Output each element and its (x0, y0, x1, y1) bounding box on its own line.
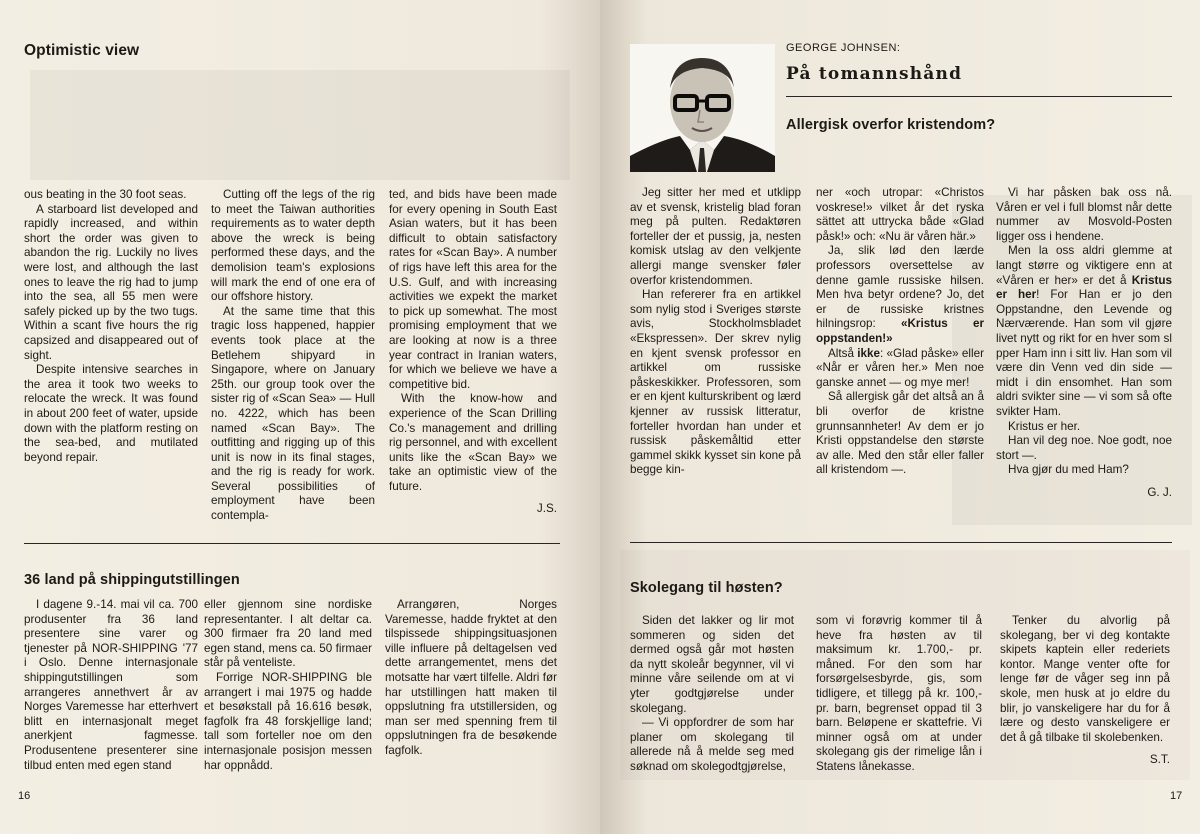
paragraph: Jeg sitter her med et utklipp av et svensk, kristelig blad foran meg på pulten. Redaktøren forteller der et pussig, ja, nesten komisk utslag av den velkjente allergi mange svensker føler overfor kristendommen. (630, 186, 801, 287)
paragraph: A starboard list developed and rapidly increased, and within short the order was given to abandon the rig. Luckily no lives were lost, and although the last ones to leave the rig had to jump into the sea, all 55 men were safely picked up by the two tugs. Within a scant five hours the rig capsized and disappeared out of sight. (24, 202, 198, 362)
bold-text: «Kristus er oppstanden!» (816, 317, 984, 345)
paragraph: Han vil deg noe. Noe godt, noe stort —. (996, 434, 1172, 462)
paragraph: Tenker du alvorlig på skolegang, ber vi deg kontakte skipets kaptein eller rederiets kontor. Mange venter ofte for lenge før de våger seg inn på skole, men husk at jo eldre du blir, jo vanskeligere har du for å lære og desto vanskeligere er det å gå tilbake til skolebenken. (1000, 614, 1170, 744)
portrait-image (630, 44, 775, 172)
right-col-2 (816, 186, 984, 478)
right-page (600, 0, 1200, 834)
article2-col-2 (816, 614, 982, 775)
paragraph: som vi forøvrig kommer til å heve fra høsten av til maksimum kr. 1.700,- pr. måned. For den som har forsørgelsesbyrde, gis, som tidligere, et tillegg på kr. 100,- pr. barn, begrenset oppad til 3 barn. Beløpene er skattefrie. Vi minner også om at under skolegang gis der rimelige lån i Statens lånekasse. (816, 614, 982, 773)
bold-text: ikke (857, 346, 880, 360)
article2-col-2 (204, 598, 372, 773)
article2-col-1 (630, 614, 794, 775)
text: Altså (828, 346, 854, 360)
paragraph: Vi har påsken bak oss nå. Våren er vel i full blomst når dette nummer av Mosvold-Posten ligger oss i hendene. (996, 186, 1172, 243)
article2-col-1 (24, 598, 198, 773)
paragraph: With the know-how and experience of the Scan Drilling Co.'s management and drilling rig personnel, and with excellent units like the «Scan Bay» we take an optimistic view of the future. (389, 392, 557, 493)
paragraph (816, 347, 984, 391)
article2-col-3 (1000, 614, 1170, 768)
signature: S.T. (1149, 753, 1170, 767)
left-col-3 (389, 188, 557, 517)
paragraph: Arrangøren, Norges Varemesse, hadde fryktet at den tilspissede shippingsituasjonen ville influere på deltagelsen ved dette arrangementet, mens det motsatte har vært tilfelle. Aldri før har utstillingen hatt maken til oppslutning fra utstillersiden, og man ser med spenning frem til oppslutningen fra de besøkende fagfolk. (385, 598, 557, 757)
author-name: GEORGE JOHNSEN: (786, 42, 901, 54)
article2-col-3 (385, 598, 557, 759)
paragraph (816, 244, 984, 346)
left-col-2 (211, 188, 375, 524)
text: Ja, slik lød den lærde professors oversettelse av denne gamle russiske hilsen. Men hva betyr ordene? Jo, det er de russiske kristnes hilningsrop: (816, 244, 984, 331)
text: : «Glad påske» eller «Når er våren her.» Men noe ganske annet — og mye mer! (816, 346, 984, 389)
text: Men la oss aldri glemme at langt større og viktigere enn at «Våren er her» er det å (996, 244, 1172, 287)
paragraph: ner «och utropar: «Christos voskrese!» vilket år det ryska sättet att uttrycka både «Glad påsk!» och: «Nu är våren här.» (816, 186, 984, 243)
article-subtitle: Allergisk overfor kristendom? (786, 117, 996, 133)
paragraph: ous beating in the 30 foot seas. (24, 188, 187, 201)
paragraph: Kristus er her. (1008, 419, 1081, 433)
paragraph: ted, and bids have been made for every opening in South East Asian waters, but it has been difficult to obtain satisfactory rates for «Scan Bay». A number of rigs have left this area for the U.S. Gulf, and with increasing activities we expekt the market to pick up somewhat. The most promising employment that we are looking at now is a three year contract in Iranian waters, for which we believe we have a competitive bid. (389, 188, 557, 391)
paragraph: Siden det lakker og lir mot sommeren og siden det dermed også går mot høsten da nytt skoleår begynner, vil vi minne våre seilende om at vi yter godtgjørelse under skolegang. (630, 614, 794, 715)
show-through-photo (30, 70, 570, 180)
section-divider (630, 542, 1172, 543)
left-page-title: Optimistic view (24, 42, 140, 59)
paragraph: Cutting off the legs of the rig to meet the Taiwan authorities requirements as to water depth above the wreck is being performed these days, and the demolision team's explosions will mark the end of one era of our offshore history. (211, 188, 375, 304)
paragraph: I dagene 9.-14. mai vil ca. 700 produsenter fra 36 land presentere sine varer og tjenester på NOR-SHIPPING '77 i Oslo. Denne internasjonale shippingutstillingen som arrangeres annethvert år av Norges Varemesse har etterhvert blitt en internasjonalt meget anerkjent fagmesse. Produsentene presenterer sine tilbud enten med egen stand (24, 598, 198, 772)
paragraph: Så allergisk går det altså an å bli overfor de kristne grunnsannheter! Av dem er jo Kristi oppstandelse den største av alle. Med den står eller faller all kristendom —. (816, 390, 984, 477)
paragraph: Forrige NOR-SHIPPING ble arrangert i mai 1975 og hadde et besøkstall på 16.616 besøk, fagfolk fra 48 forskjellige land; tall som forteller noe om den internasjonale posisjon messen har oppnådd. (204, 670, 372, 772)
text: ! For Han er jo den Oppstandne, den Levende og Nærværende. Han som vil gjøre livet nytt og rikt for en hver som sl pper Ham inn i sitt liv. Han som vil være din Venn ved din side — midt i din ensomhet. Han som aldri svikter sine — vi som så ofte svikter Ham. (996, 288, 1173, 418)
paragraph: eller gjennom sine nordiske representanter. I alt deltar ca. 300 firmaer fra 20 land med egen stand, mens ca. 50 firmaer står på venteliste. (204, 598, 372, 670)
paragraph: Han refererer fra en artikkel som nylig stod i Sveriges største avis, Stockholmsbladet «Ekspressen». Der skrev nylig en kjent svensk professor en artikkel om russiske påskeskikker. Professoren, som er en kjent kulturskribent og lærd kjenner av russisk litteratur, forteller hvordan han under et russisk påskemåltid etter gammel skikk kysset sin kone på begge kin- (630, 288, 801, 477)
signature: J.S. (536, 502, 557, 516)
column-title: På tomannshånd (786, 64, 963, 84)
paragraph: At the same time that this tragic loss happened, happier events took place at the Betlehem shipyard in Singapore, where on January 25th. our group took over the sister rig of «Scan Sea» — Hull no. 4222, which has been named «Scan Bay». The outfitting and rigging up of this unit is now in its final stages, and the rig is ready for work. Several possibilities of employment have been contempla- (211, 304, 375, 523)
signature: G. J. (1147, 485, 1172, 499)
right-col-1 (630, 186, 801, 478)
article2-title: 36 land på shippingutstillingen (24, 572, 240, 588)
right-col-3 (996, 186, 1172, 500)
left-col-1 (24, 188, 198, 465)
author-photo (630, 44, 775, 172)
title-rule (786, 96, 1172, 97)
page-number: 16 (18, 790, 31, 802)
paragraph: — Vi oppfordrer de som har planer om skolegang til allerede nå å melde seg med søknad om skolegodtgjørelse, (630, 716, 794, 773)
bold-text: Kristus er her (996, 273, 1172, 302)
article2-title: Skolegang til høsten? (630, 580, 783, 596)
section-divider (24, 543, 560, 544)
page-number: 17 (1170, 790, 1183, 802)
paragraph: Hva gjør du med Ham? (1008, 463, 1129, 477)
paragraph: Despite intensive searches in the area it took two weeks to relocate the wreck. It was found in about 200 feet of water, upside down with the platform resting on the sea-bed, and mutilated beyond repair. (24, 363, 198, 464)
paragraph (996, 244, 1172, 419)
